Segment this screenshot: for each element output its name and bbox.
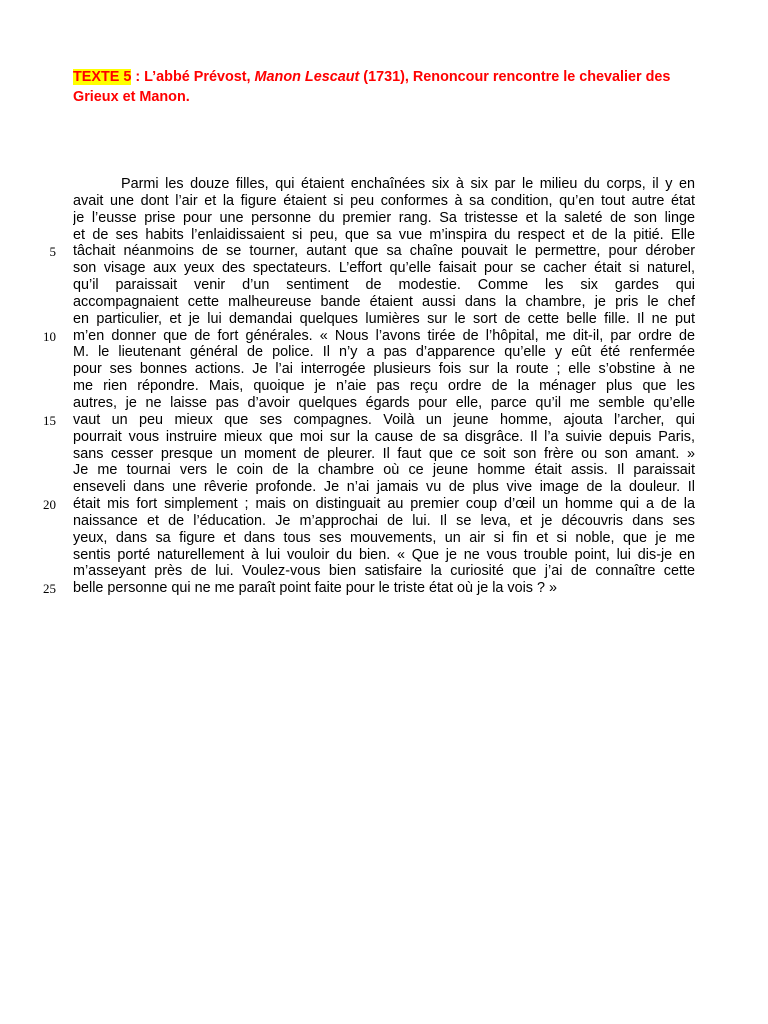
- text-line: accompagnaient cette malheureuse bande étaient aussi dans la chambre, je pris le chef: [73, 293, 695, 310]
- text-line: vaut un peu mieux que ses compagnes. Voilà un jeune homme, ajouta l’archer, qui: [73, 411, 695, 428]
- text-line: belle personne qui ne me paraît point faite pour le triste état où je la vois ? »: [73, 580, 557, 597]
- text-line: Je me tournai vers le coin de la chambre où ce jeune homme était assis. Il paraissait: [73, 462, 695, 479]
- line-number: 5: [49, 244, 56, 260]
- text-line: avait une dont l’air et la figure étaient si peu conformes à sa condition, qu’en tout autre état: [73, 192, 695, 209]
- text-line: m’asseyant près de lui. Voulez-vous bien satisfaire la curiosité que j’ai de connaître cette: [73, 563, 695, 580]
- text-line: yeux, dans sa figure et dans tous ses mouvements, un air si fin et si noble, que je me: [73, 529, 695, 546]
- text-line: pourrait vous instruire mieux que moi sur la cause de sa disgrâce. Il l’a suivie depuis Paris,: [73, 428, 695, 445]
- heading-subtitle: (1731), Renoncour rencontre le chevalier des Grieux et Manon.: [73, 69, 671, 105]
- line-number: 15: [43, 412, 56, 428]
- text-line: son visage aux yeux des spectateurs. L’effort qu’elle faisait pour se cacher était si naturel,: [73, 260, 695, 277]
- text-line: me rien répondre. Mais, quoique je n’aie pas reçu ordre de la ménager plus que les: [73, 378, 695, 395]
- text-line: sans cesser presque un moment de pleurer. Il faut que ce soit son frère ou son amant. »: [73, 445, 695, 462]
- text-line: Parmi les douze filles, qui étaient enchaînées six à six par le milieu du corps, il y en: [121, 176, 695, 192]
- text-line: et de ses habits l’enlaidissaient si peu, que sa vue m’inspira du respect et de la pitié. Elle: [73, 226, 695, 243]
- line-number: 25: [43, 581, 56, 597]
- text-line: en particulier, et je lui demandai quelques lumières sur le sort de cette belle fille. Il ne put: [73, 310, 695, 327]
- heading-separator: : L’abbé Prévost,: [131, 69, 255, 85]
- text-line: sentis porté naturellement à lui vouloir du bien. « Que je ne vous trouble point, lui dis-je en: [73, 546, 695, 563]
- text-line: je l’eusse prise pour une personne du premier rang. Sa tristesse et la saleté de son linge: [73, 209, 695, 226]
- text-line: M. le lieutenant général de police. Il n’y a pas d’apparence qu’elle y eût été renfermée: [73, 344, 695, 361]
- text-line: qu’il paraissait venir d’un sentiment de modestie. Comme les six gardes qui: [73, 277, 695, 294]
- text-line: naissance et de l’éducation. Je m’approchai de lui. Il se leva, et je découvris dans ses: [73, 512, 695, 529]
- excerpt-text: [73, 176, 695, 597]
- text-line: enseveli dans une rêverie profonde. Je n’ai jamais vu de plus vive image de la douleur. Il: [73, 479, 695, 496]
- text-line: pour ses bonnes actions. Je l’ai interrogée plusieurs fois sur la route ; elle s’obstine à ne: [73, 361, 695, 378]
- text-line: m’en donner que de fort générales. « Nous l’avons tirée de l’hôpital, me dit-il, par ordre de: [73, 327, 695, 344]
- text-line: était mis fort simplement ; mais on distinguait au premier coup d’œil un homme qui a de la: [73, 496, 695, 513]
- line-number: 20: [43, 497, 56, 513]
- line-number: 10: [43, 328, 56, 344]
- text-line: tâchait néanmoins de se tourner, autant que sa chaîne pouvait le permettre, pour dérober: [73, 243, 695, 260]
- book-title: Manon Lescaut: [254, 69, 360, 85]
- text-number-label: TEXTE 5: [73, 69, 132, 85]
- document-heading: [73, 67, 698, 107]
- text-line: autres, je ne laisse pas d’avoir quelques égards pour elle, parce qu’il me semble qu’elle: [73, 394, 695, 411]
